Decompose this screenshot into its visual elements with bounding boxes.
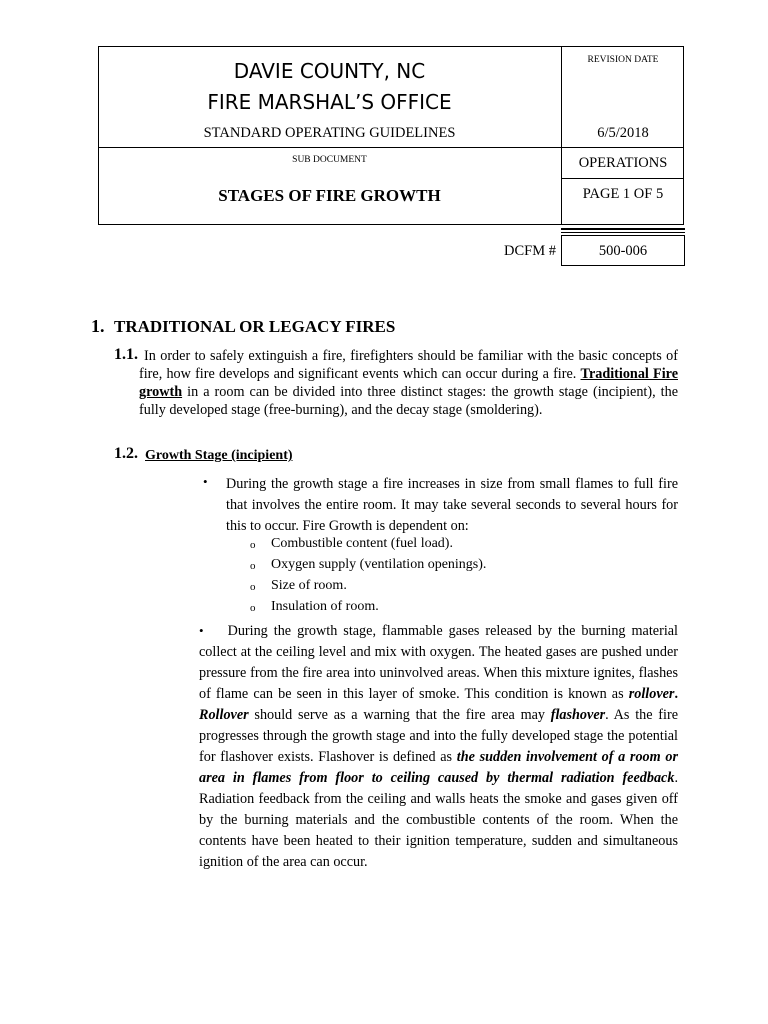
org-name xyxy=(98,56,561,118)
b2-text-b: should serve as a warning that the fire area may xyxy=(254,707,545,723)
b2-text-c: . As the fire progresses through the growth stage and into the fully developed stage the potential for flashover exists. Flashover is defined as xyxy=(199,707,678,765)
category-label: OPERATIONS xyxy=(578,155,668,171)
sub-bullet-item: Insulation of room. xyxy=(271,599,379,614)
bullet-2-text xyxy=(199,620,678,873)
sub-bullet-icon: o xyxy=(250,581,256,593)
section-1-2-title: Growth Stage (incipient) xyxy=(145,448,293,463)
sub-bullet-item: Combustible content (fuel load). xyxy=(271,536,453,551)
sub-document-title: STAGES OF FIRE GROWTH xyxy=(218,186,441,205)
s11-text-a: In order to safely extinguish a fire, firefighters should be familiar with the basic concepts of fire, how fire develops and significant events which can occur during a fire. xyxy=(139,348,678,382)
b2-definition: the sudden involvement of a room or area in flames from floor to ceiling caused by thermal radiation feedback xyxy=(199,749,678,786)
page-info: PAGE 1 OF 5 xyxy=(582,186,664,202)
dcfm-label: DCFM # xyxy=(504,243,556,259)
sub-bullet-icon: o xyxy=(250,560,256,572)
section-1-number: 1. xyxy=(91,316,105,336)
s11-growth: growth xyxy=(139,384,183,400)
b2-text-d: . Radiation feedback from the ceiling and walls heats the smoke and gases given off by the burning materials and the combustible contents of the room. When the contents have been heated to their ignition temperature, sudden and simultaneous ignition of the area can occur. xyxy=(199,770,678,870)
section-1-1-paragraph xyxy=(139,347,678,419)
sub-bullet-icon: o xyxy=(250,602,256,614)
bullet-icon: • xyxy=(203,474,208,489)
dcfm-number: 500-006 xyxy=(598,243,648,259)
org-line-1: DAVIE COUNTY, NC xyxy=(233,59,426,83)
org-line-2: FIRE MARSHAL’S OFFICE xyxy=(207,90,452,114)
double-rule xyxy=(561,228,685,233)
section-1-2-number: 1.2. xyxy=(114,445,138,462)
sub-bullet-icon: o xyxy=(250,539,256,551)
b2-period: . xyxy=(674,686,678,702)
b2-flashover: flashover xyxy=(550,707,606,723)
revision-date: 6/5/2018 xyxy=(597,125,649,141)
sub-bullet-item: Size of room. xyxy=(271,578,347,593)
operations-divider xyxy=(561,178,684,179)
sub-document-label: SUB DOCUMENT xyxy=(292,155,367,165)
s11-traditional-fire: Traditional Fire xyxy=(580,366,679,382)
revision-label: REVISION DATE xyxy=(587,55,659,65)
b2-text-a: During the growth stage, flammable gases released by the burning material collect at the ceiling level and mix with oxygen. The heated gases are pushed under pressure from the fire area into uninvolved areas. When this mixture ignites, flashes of flame can be seen in this layer of smoke. This condition is known as xyxy=(199,623,679,702)
doc-type: STANDARD OPERATING GUIDELINES xyxy=(203,125,456,141)
b2-rollover-2: Rollover xyxy=(199,707,249,723)
section-1-1-number: 1.1. xyxy=(114,346,138,363)
bullet-1-text: During the growth stage a fire increases in size from small flames to full fire that involves the entire room. It may take several seconds to several hours for this to occur. Fire Growth is dependent on: xyxy=(226,476,678,534)
sub-bullet-item: Oxygen supply (ventilation openings). xyxy=(271,557,487,572)
section-1-title: TRADITIONAL OR LEGACY FIRES xyxy=(114,317,396,336)
bullet-icon: • xyxy=(199,623,204,638)
s11-text-b: in a room can be divided into three distinct stages: the growth stage (incipient), the fully developed stage (free-burning), and the decay stage (smoldering). xyxy=(139,384,679,418)
header-divider-horizontal xyxy=(98,147,684,148)
b2-rollover-1: rollover xyxy=(628,686,675,702)
